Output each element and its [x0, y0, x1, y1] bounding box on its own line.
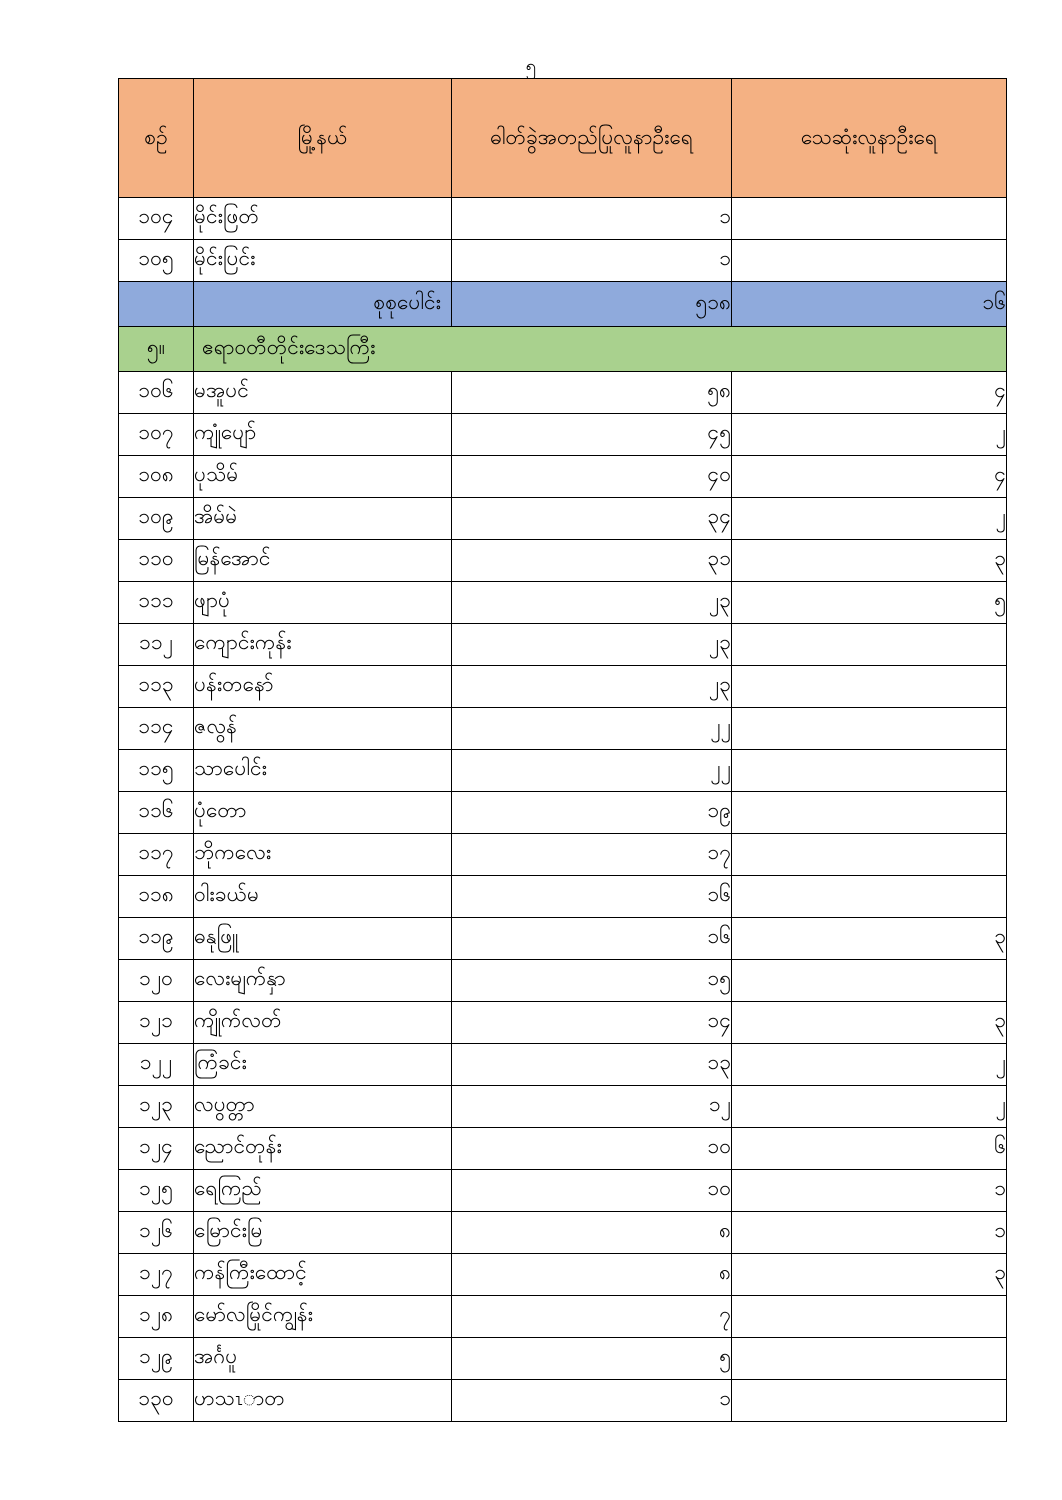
cell-deaths: ၁ — [732, 1212, 1007, 1254]
cell-serial: ၁၀၄ — [119, 198, 194, 240]
cell-serial: ၁၂၅ — [119, 1170, 194, 1212]
cell-serial: ၁၀၆ — [119, 372, 194, 414]
cell-serial: ၁၂၀ — [119, 960, 194, 1002]
table-row — [119, 666, 1007, 708]
table-row — [119, 624, 1007, 666]
cell-confirmed: ၃၁ — [452, 540, 732, 582]
cell-township: ပုသိမ် — [194, 456, 452, 498]
cell-confirmed: ၅၁၈ — [452, 282, 732, 327]
cell-township: ပုံတော — [194, 792, 452, 834]
cell-deaths — [732, 960, 1007, 1002]
cell-confirmed: ၅ — [452, 1338, 732, 1380]
cell-township: ပန်းတနော် — [194, 666, 452, 708]
cell-confirmed: ၁၅ — [452, 960, 732, 1002]
cell-deaths — [732, 1338, 1007, 1380]
cell-confirmed: ၁ — [452, 1380, 732, 1422]
cell-serial: ၁၂၄ — [119, 1128, 194, 1170]
table-row-region-header — [119, 327, 1007, 372]
table-row — [119, 1296, 1007, 1338]
column-header-confirmed: ဓါတ်ခွဲအတည်ပြုလူနာဦးရေ — [452, 79, 732, 198]
cell-deaths — [732, 1296, 1007, 1338]
cell-confirmed: ၁၄ — [452, 1002, 732, 1044]
cell-serial: ၁၂၇ — [119, 1254, 194, 1296]
cell-deaths: ၅ — [732, 582, 1007, 624]
cell-serial: ၁၂၆ — [119, 1212, 194, 1254]
data-table — [118, 78, 1007, 1422]
cell-township: ဘိုကလေး — [194, 834, 452, 876]
cell-deaths: ၃ — [732, 540, 1007, 582]
table-row — [119, 750, 1007, 792]
table-row — [119, 198, 1007, 240]
cell-township: လပွတ္တာ — [194, 1086, 452, 1128]
cell-deaths: ၆ — [732, 1128, 1007, 1170]
cell-confirmed: ၁၆ — [452, 876, 732, 918]
cell-serial: ၁၂၉ — [119, 1338, 194, 1380]
table-row — [119, 918, 1007, 960]
cell-confirmed: ၄၅ — [452, 414, 732, 456]
table-row — [119, 708, 1007, 750]
cell-township: ကြံခင်း — [194, 1044, 452, 1086]
covid-township-table — [118, 78, 1006, 1422]
cell-township: အိမ်မဲ — [194, 498, 452, 540]
cell-serial: ၁၁၀ — [119, 540, 194, 582]
cell-serial — [119, 282, 194, 327]
cell-confirmed: ၂၃ — [452, 624, 732, 666]
table-row — [119, 582, 1007, 624]
table-row — [119, 240, 1007, 282]
cell-deaths: ၂ — [732, 414, 1007, 456]
table-header — [119, 79, 1007, 198]
cell-serial: ၁၁၃ — [119, 666, 194, 708]
cell-township: ဝါးခယ်မ — [194, 876, 452, 918]
page-number: ၅ — [525, 56, 537, 77]
cell-deaths — [732, 666, 1007, 708]
cell-township: မိုင်းပြင်း — [194, 240, 452, 282]
cell-deaths: ၄ — [732, 372, 1007, 414]
cell-confirmed: ၂၃ — [452, 666, 732, 708]
cell-deaths — [732, 240, 1007, 282]
cell-township: ကျုံပျော် — [194, 414, 452, 456]
table-row — [119, 1170, 1007, 1212]
table-row — [119, 1338, 1007, 1380]
cell-township: မိုင်းဖြတ် — [194, 198, 452, 240]
cell-confirmed: ၁ — [452, 240, 732, 282]
cell-serial: ၁၁၇ — [119, 834, 194, 876]
cell-serial: ၁၁၈ — [119, 876, 194, 918]
table-header-row — [119, 79, 1007, 198]
cell-deaths: ၃ — [732, 1254, 1007, 1296]
cell-confirmed: ၁၂ — [452, 1086, 732, 1128]
column-header-serial: စဉ် — [119, 79, 194, 198]
cell-township: အင်္ဂပူ — [194, 1338, 452, 1380]
cell-deaths — [732, 624, 1007, 666]
cell-confirmed: ၁၇ — [452, 834, 732, 876]
cell-township: ဓနုဖြူ — [194, 918, 452, 960]
cell-township: ကျောင်းကုန်း — [194, 624, 452, 666]
cell-deaths: ၁၆ — [732, 282, 1007, 327]
table-row — [119, 1254, 1007, 1296]
table-row — [119, 834, 1007, 876]
table-row — [119, 1086, 1007, 1128]
table-row — [119, 372, 1007, 414]
cell-deaths — [732, 876, 1007, 918]
cell-serial: ၁၀၈ — [119, 456, 194, 498]
cell-serial: ၁၂၈ — [119, 1296, 194, 1338]
cell-serial: ၁၁၁ — [119, 582, 194, 624]
table-row — [119, 876, 1007, 918]
cell-confirmed: ၇ — [452, 1296, 732, 1338]
cell-confirmed: ၁၃ — [452, 1044, 732, 1086]
cell-confirmed: ၁၉ — [452, 792, 732, 834]
table-row — [119, 1380, 1007, 1422]
cell-serial: ၁၁၆ — [119, 792, 194, 834]
cell-serial: ၁၀၇ — [119, 414, 194, 456]
cell-confirmed: ၃၄ — [452, 498, 732, 540]
cell-serial: ၁၂၁ — [119, 1002, 194, 1044]
cell-confirmed: ၁၆ — [452, 918, 732, 960]
column-header-deaths: သေဆုံးလူနာဦးရေ — [732, 79, 1007, 198]
table-row — [119, 498, 1007, 540]
cell-total-label: စုစုပေါင်း — [194, 282, 452, 327]
table-row — [119, 1212, 1007, 1254]
cell-township: ဇလွန် — [194, 708, 452, 750]
cell-confirmed: ၂၂ — [452, 708, 732, 750]
cell-deaths — [732, 750, 1007, 792]
table-row-total — [119, 282, 1007, 327]
cell-deaths: ၂ — [732, 1044, 1007, 1086]
cell-confirmed: ၈ — [452, 1254, 732, 1296]
cell-confirmed: ၁၀ — [452, 1170, 732, 1212]
table-row — [119, 1044, 1007, 1086]
cell-township: ဟသၤာတ — [194, 1380, 452, 1422]
cell-township: မအူပင် — [194, 372, 452, 414]
cell-township: မြန်အောင် — [194, 540, 452, 582]
cell-confirmed: ၂၂ — [452, 750, 732, 792]
cell-township: ဖျာပုံ — [194, 582, 452, 624]
cell-serial: ၁၁၂ — [119, 624, 194, 666]
table-row — [119, 960, 1007, 1002]
cell-deaths — [732, 792, 1007, 834]
cell-serial: ၁၀၅ — [119, 240, 194, 282]
cell-deaths: ၄ — [732, 456, 1007, 498]
cell-confirmed: ၁၀ — [452, 1128, 732, 1170]
cell-region-number: ၅။ — [119, 327, 194, 372]
cell-confirmed: ၂၃ — [452, 582, 732, 624]
cell-serial: ၁၁၄ — [119, 708, 194, 750]
cell-deaths: ၁ — [732, 1170, 1007, 1212]
cell-deaths: ၃ — [732, 1002, 1007, 1044]
cell-confirmed: ၅၈ — [452, 372, 732, 414]
cell-township: မော်လမြိုင်ကျွန်း — [194, 1296, 452, 1338]
cell-deaths: ၂ — [732, 498, 1007, 540]
cell-township: သာပေါင်း — [194, 750, 452, 792]
cell-serial: ၁၁၉ — [119, 918, 194, 960]
table-row — [119, 540, 1007, 582]
table-row — [119, 1002, 1007, 1044]
cell-serial: ၁၁၅ — [119, 750, 194, 792]
cell-township: လေးမျက်နှာ — [194, 960, 452, 1002]
column-header-township: မြို့နယ် — [194, 79, 452, 198]
cell-confirmed: ၁ — [452, 198, 732, 240]
cell-serial: ၁၃၀ — [119, 1380, 194, 1422]
table-row — [119, 792, 1007, 834]
table-row — [119, 414, 1007, 456]
cell-township: ကန်ကြီးထောင့် — [194, 1254, 452, 1296]
cell-township: မြောင်းမြ — [194, 1212, 452, 1254]
cell-region-name: ဧရာဝတီတိုင်းဒေသကြီး — [194, 327, 1007, 372]
cell-serial: ၁၂၂ — [119, 1044, 194, 1086]
cell-township: ညောင်တုန်း — [194, 1128, 452, 1170]
cell-township: ကျိုက်လတ် — [194, 1002, 452, 1044]
table-row — [119, 456, 1007, 498]
cell-deaths — [732, 834, 1007, 876]
table-row — [119, 1128, 1007, 1170]
cell-serial: ၁၂၃ — [119, 1086, 194, 1128]
cell-deaths — [732, 708, 1007, 750]
cell-deaths — [732, 1380, 1007, 1422]
cell-confirmed: ၄၀ — [452, 456, 732, 498]
cell-deaths: ၃ — [732, 918, 1007, 960]
cell-confirmed: ၈ — [452, 1212, 732, 1254]
cell-township: ရေကြည် — [194, 1170, 452, 1212]
cell-deaths — [732, 198, 1007, 240]
cell-deaths: ၂ — [732, 1086, 1007, 1128]
cell-serial: ၁၀၉ — [119, 498, 194, 540]
table-body — [119, 198, 1007, 1422]
